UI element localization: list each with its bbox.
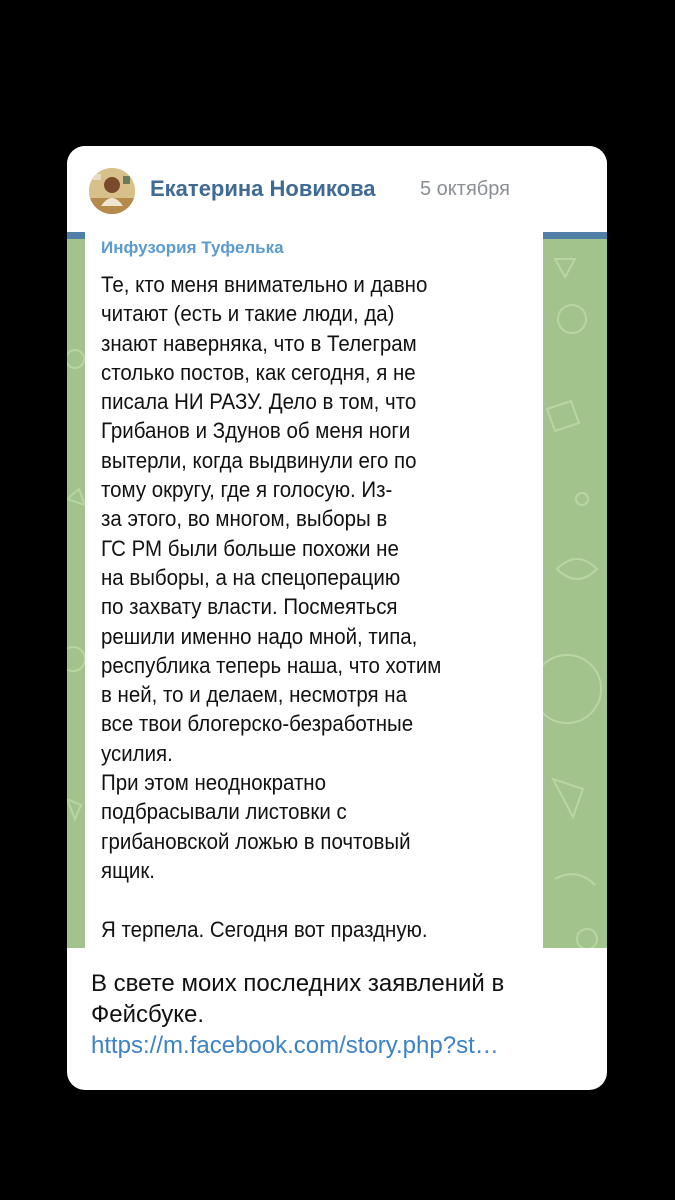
post-date[interactable]: 5 октября [420,178,510,200]
caption-link[interactable]: https://m.facebook.com/story.php?st… [91,1032,499,1059]
user-avatar-photo-icon [89,168,135,214]
forwarded-message-bubble [85,232,543,948]
author-name[interactable]: Екатерина Новикова [150,176,376,201]
post-card [67,146,607,1090]
post-header [67,146,607,232]
attached-screenshot[interactable] [67,232,607,948]
forwarded-from-label[interactable]: Инфузория Туфелька [101,238,284,257]
caption-text: В свете моих последних заявлений в Фейсбуке. [91,970,505,1028]
post-caption [91,968,587,1061]
message-text: Те, кто меня внимательно и давно читают (есть и такие люди, да) знают наверняка, что в Телеграм столько постов, как сегодня, я не писала НИ РАЗУ. Дело в том, что Грибанов и Здунов об меня ноги вытерли, когда выдвинули его по тому округу, где я голосую. Из- за этого, во многом, выборы в ГС РМ были больше похожи не на выборы, а на спецоперацию по захвату власти. Посмеяться решили именно надо мной, типа, республика теперь наша, что хотим в ней, то и делаем, несмотря на все твои блогерско-безработные усилия. При этом неоднократно подбрасывали листовки с грибановской ложью в почтовый ящик. Я терпела. Сегодня вот праздную. [101,272,442,942]
author-avatar[interactable] [89,168,135,214]
